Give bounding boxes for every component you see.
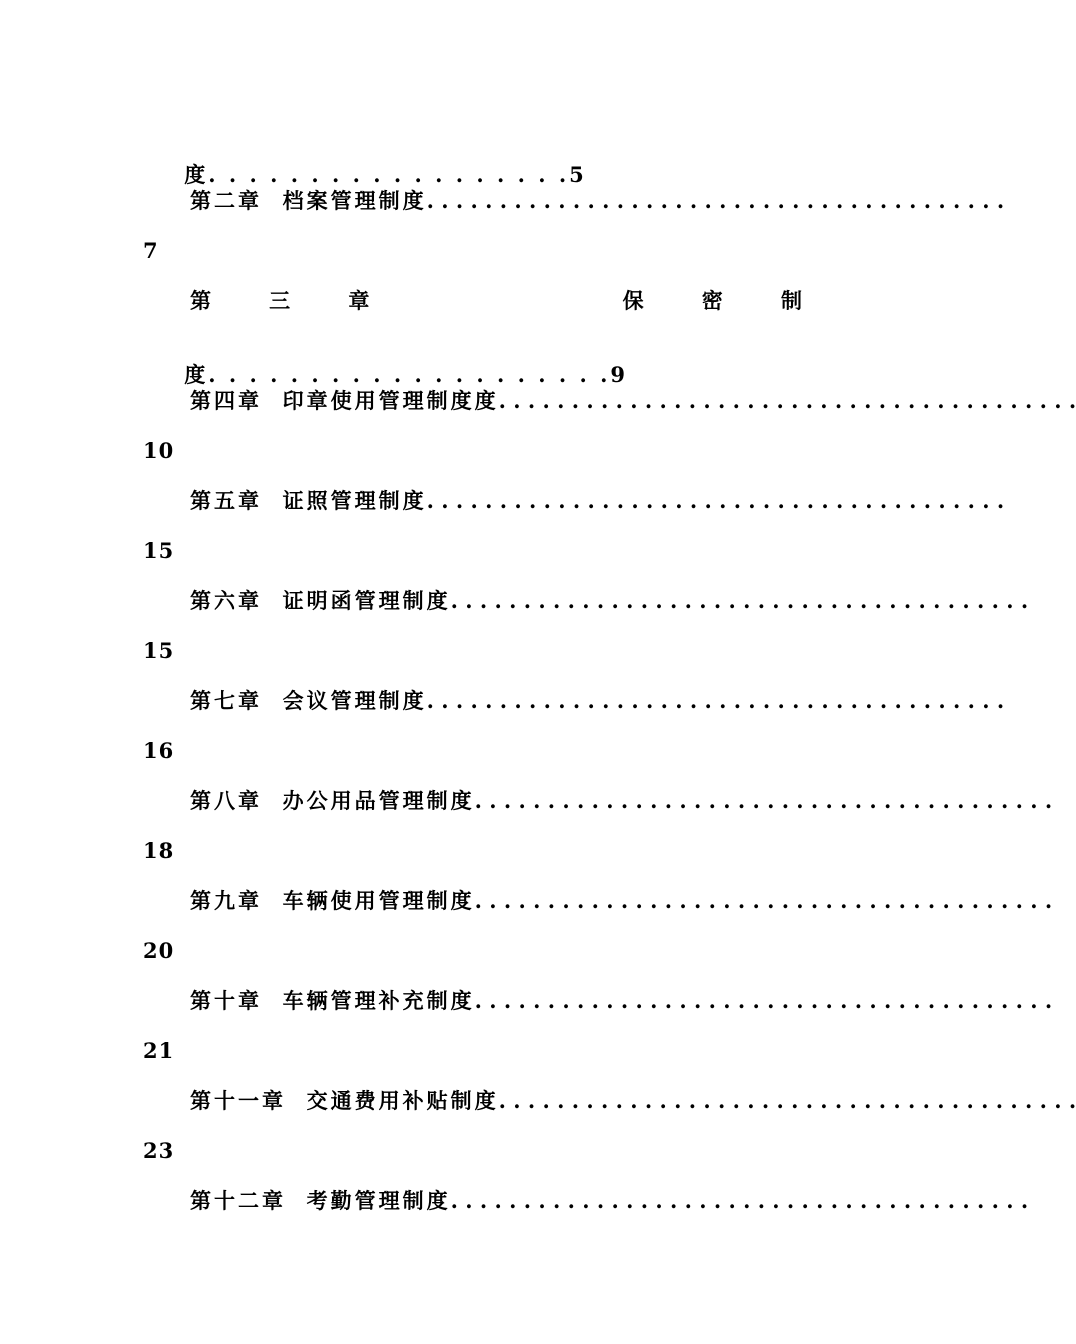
- toc-entry-title: 第十一章 交通费用补贴制度: [190, 1088, 499, 1113]
- toc-char: 密: [701, 288, 726, 313]
- toc-char: 保: [622, 288, 647, 313]
- toc-entry-title: 第二章 档案管理制度: [190, 188, 427, 213]
- toc-leader: . . . . . . . . . . . . . . . . . .: [208, 162, 570, 187]
- toc-entry-title: 第十二章 考勤管理制度: [190, 1188, 451, 1213]
- toc-page-number: 20: [143, 938, 175, 963]
- toc-entry: [190, 688, 1005, 713]
- toc-entry-tail: 度: [184, 162, 209, 187]
- toc-char: 制: [780, 288, 805, 313]
- toc-leader: . . . . . . . . . . . . . . . . . . . . . . . . . . . . . . . . . . . . . . . .: [498, 1088, 1076, 1113]
- toc-entry: [190, 988, 1053, 1013]
- toc-leader: . . . . . . . . . . . . . . . . . . . . . . . . . . . . . . . . . . . . . . . .: [426, 688, 1005, 713]
- toc-page-number: 23: [143, 1138, 175, 1163]
- toc-entry: [190, 788, 1053, 813]
- toc-page-number: 10: [143, 438, 175, 463]
- toc-page-number: 18: [143, 838, 175, 863]
- toc-entry: [190, 488, 1005, 513]
- toc-page-number: 7: [143, 238, 159, 263]
- toc-leader: . . . . . . . . . . . . . . . . . . . . . . . . . . . . . . . . . . . . . . . .: [450, 1188, 1029, 1213]
- toc-entry-title: 第九章 车辆使用管理制度: [190, 888, 475, 913]
- toc-leader: . . . . . . . . . . . . . . . . . . . . . . . . . . . . . . . . . . . . . . . .: [450, 588, 1029, 613]
- toc-page-number: 15: [143, 538, 175, 563]
- toc-entry-title: 第七章 会议管理制度: [190, 688, 427, 713]
- toc-page-number: 16: [143, 738, 175, 763]
- toc-entry: [190, 1088, 1076, 1113]
- toc-leader: . . . . . . . . . . . . . . . . . . . . . . . . . . . . . . . . . . . . . . . .: [474, 888, 1053, 913]
- toc-entry-title: 第四章 印章使用管理制度度: [190, 388, 499, 413]
- toc-leader: . . . . . . . . . . . . . . . . . . . . . . . . . . . . . . . . . . . . . . . .: [474, 988, 1053, 1013]
- toc-entry: [190, 888, 1053, 913]
- toc-entry: [190, 188, 1005, 213]
- toc-entry-justified: [190, 289, 805, 313]
- toc-entry: [190, 588, 1029, 613]
- toc-page-number: 9: [610, 362, 629, 387]
- toc-entry-title: 第十章 车辆管理补充制度: [190, 988, 475, 1013]
- toc-leader: . . . . . . . . . . . . . . . . . . . . . . . . . . . . . . . . . . . . . . . .: [426, 188, 1005, 213]
- toc-entry-title: 第五章 证照管理制度: [190, 488, 427, 513]
- toc-entry-tail: 度: [184, 362, 209, 387]
- toc-page-number: 21: [143, 1038, 175, 1063]
- toc-entry-title: 第六章 证明函管理制度: [190, 588, 451, 613]
- toc-entry-title: 第八章 办公用品管理制度: [190, 788, 475, 813]
- toc-char: 章: [348, 288, 373, 313]
- toc-page-number: 5: [569, 162, 587, 187]
- toc-entry: [190, 1188, 1029, 1213]
- toc-char: 第: [190, 288, 214, 313]
- toc-leader: . . . . . . . . . . . . . . . . . . . . . . . . . . . . . . . . . . . . . . . .: [426, 488, 1005, 513]
- toc-char: 三: [269, 288, 294, 313]
- toc-leader: . . . . . . . . . . . . . . . . . . . . . . . . . . . . . . . . . . . . . . . .: [498, 388, 1076, 413]
- toc-page-number: 15: [143, 638, 175, 663]
- toc-leader: . . . . . . . . . . . . . . . . . . . . . . . . . . . . . . . . . . . . . . . .: [474, 788, 1053, 813]
- toc-entry: [190, 388, 1076, 413]
- toc-leader: . . . . . . . . . . . . . . . . . . . .: [208, 362, 611, 387]
